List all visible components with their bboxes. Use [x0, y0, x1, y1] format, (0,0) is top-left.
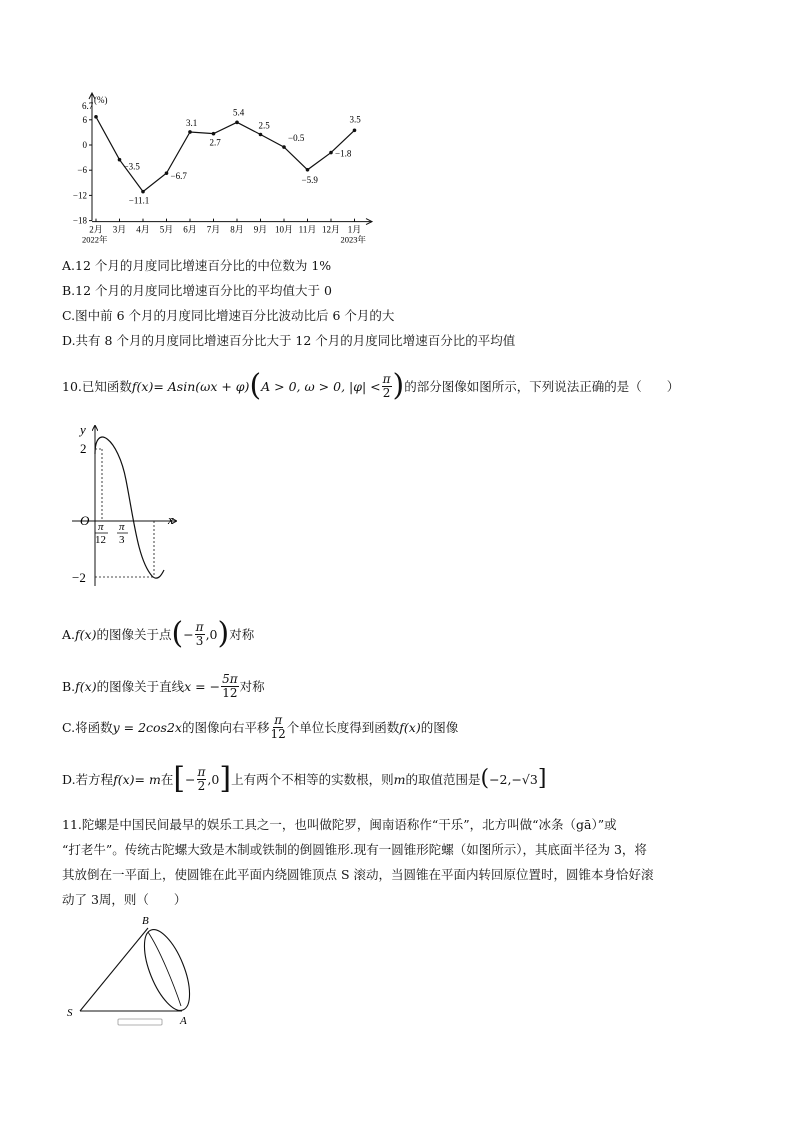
chart-point — [141, 190, 145, 194]
chart-point — [329, 151, 333, 155]
chart-x-tick-label: 1月 — [347, 224, 362, 235]
q10-paren-open: ( — [249, 368, 262, 403]
chart-data-label: −3.5 — [123, 161, 140, 172]
chart-point — [235, 121, 239, 125]
chart-y-tick-label: −18 — [72, 215, 87, 226]
q10-cond: A > 0, ω > 0, |φ| < — [261, 378, 381, 394]
q10-a-end: 对称 — [229, 627, 255, 642]
chart-data-label: 6.7 — [82, 100, 94, 111]
chart-y-unit: (%) — [94, 95, 108, 105]
label-a: A — [180, 1015, 187, 1027]
q10-d-pre: D.若方程 — [62, 772, 114, 787]
chart-x-tick-label: 8月 — [230, 224, 244, 235]
q10-b-frac-num: 5π — [222, 671, 238, 686]
q10-c-end: 的图像 — [420, 720, 459, 735]
q10-c-fx: f(x) — [399, 719, 421, 735]
q10-c-frac-den: 12 — [270, 726, 286, 741]
tick-pi12-num: π — [98, 521, 104, 533]
y-max-label: 2 — [80, 441, 87, 456]
q11-line-1: 11.陀螺是中国民间最早的娱乐工具之一，也叫做陀罗，闽南语称作“干乐”，北方叫做“冰条（gā）”或 — [62, 817, 617, 832]
q9-option-d: D.共有 8 个月的月度同比增速百分比大于 12 个月的月度同比增速百分比的平均值 — [62, 333, 516, 348]
chart-point — [118, 158, 122, 162]
q10-a-mid: 的图像关于点 — [96, 627, 172, 642]
q10-d-frac-den: 2 — [197, 778, 206, 793]
q10-d-frac — [197, 766, 207, 793]
q10-c-frac — [271, 714, 286, 741]
q10-b-frac — [221, 673, 239, 700]
q10-d-range-close: ] — [537, 766, 547, 791]
chart-data-label: −5.9 — [301, 174, 318, 185]
chart-data-label: −0.5 — [288, 133, 305, 144]
chart-year-end: 2023年 — [340, 234, 367, 245]
q10-d-mid2: 的取值范围是 — [405, 772, 481, 787]
chart-data-label: 3.5 — [349, 114, 361, 125]
q10-a-neg: − — [183, 626, 194, 642]
q10-c-mid2: 个单位长度得到函数 — [286, 720, 400, 735]
q10-a-frac — [195, 621, 205, 648]
q10-a-tail: ,0 — [205, 626, 218, 642]
q10-b-eq: x = − — [184, 678, 221, 694]
chart-point — [212, 132, 216, 136]
q10-option-a — [62, 616, 254, 652]
q10-option-b — [62, 668, 265, 704]
q10-b-fx: f(x) — [75, 678, 97, 694]
q10-frac-den: 2 — [382, 385, 391, 400]
q10-d-frac-num: π — [197, 764, 206, 779]
chart-point — [188, 130, 192, 134]
chart-x-tick-label: 2月 — [89, 224, 103, 235]
q10-c-mid: 的图像向右平移 — [181, 720, 270, 735]
chart-x-tick-label: 4月 — [136, 224, 150, 235]
q9-option-b: B.12 个月的月度同比增速百分比的平均值大于 0 — [62, 283, 332, 298]
growth-line-chart — [70, 90, 390, 250]
chart-data-label: 2.7 — [209, 137, 221, 148]
q10-d-fx: f(x) — [113, 771, 135, 787]
q10-d-tail: ,0 — [207, 771, 220, 787]
chart-x-tick-label: 7月 — [206, 224, 221, 235]
chart-y-tick-label: 6 — [82, 114, 87, 125]
chart-x-tick-label: 11月 — [298, 224, 317, 235]
q10-a-frac-den: 3 — [195, 633, 204, 648]
q10-d-range-open: ( — [480, 766, 490, 791]
q10-d-in: 在 — [160, 772, 174, 787]
chart-data-label: −11.1 — [128, 195, 150, 206]
q11-line-2: “打老牛”。传统古陀螺大致是木制或铁制的倒圆锥形.现有一圆锥形陀螺（如图所示），其底面半径为 3，将 — [62, 842, 647, 857]
q10-c-pre: C.将函数 — [62, 720, 113, 735]
q9-option-c: C.图中前 6 个月的月度同比增速百分比波动比后 6 个月的大 — [62, 308, 395, 323]
q11-line-4: 动了 3周，则（ ） — [62, 892, 187, 907]
q10-paren-close: ) — [392, 368, 405, 403]
q10-fx: f(x) — [131, 378, 154, 394]
cone-edge-sb — [80, 928, 148, 1011]
q10-option-c — [62, 709, 458, 745]
tick-pi3-num: π — [119, 521, 125, 533]
q10-frac-num: π — [382, 371, 391, 386]
q10-d-bracket-close: ] — [219, 761, 232, 796]
y-label: y — [80, 422, 86, 437]
chart-y-tick-label: −6 — [77, 165, 87, 176]
chart-point — [306, 168, 310, 172]
q10-d-mid: 上有两个不相等的实数根，则 — [231, 772, 394, 787]
q10-stem — [62, 366, 679, 406]
chart-data-label: 3.1 — [186, 117, 198, 128]
q10-a-paren-open: ( — [171, 616, 184, 651]
q10-b-frac-den: 12 — [222, 685, 238, 700]
cone-base-inner — [148, 932, 181, 1006]
q11-line-3: 其放倒在一平面上，使圆锥在此平面内绕圆锥顶点 S 滚动，当圆锥在平面内转回原位置时，圆锥本身恰好滚 — [62, 867, 654, 882]
q10-d-neg: − — [185, 771, 196, 787]
sine-graph — [68, 420, 188, 592]
q10-b-pre: B. — [62, 678, 76, 694]
q9-option-a: A.12 个月的月度同比增速百分比的中位数为 1% — [62, 258, 332, 273]
chart-x-tick-label: 5月 — [159, 224, 174, 235]
q10-a-fx: f(x) — [75, 626, 97, 642]
q10-stem-prefix: 10.已知函数 — [62, 379, 132, 394]
q10-stem-suffix: 的部分图像如图所示，下列说法正确的是（ ） — [404, 379, 680, 394]
chart-data-label: −6.7 — [170, 171, 187, 182]
label-s: S — [67, 1007, 73, 1019]
chart-x-tick-label: 9月 — [253, 224, 268, 235]
q10-frac-pi-2 — [382, 373, 392, 400]
q10-a-frac-num: π — [195, 619, 204, 634]
smudge-mark — [118, 1019, 162, 1025]
q10-option-d — [62, 760, 546, 798]
chart-x-tick-label: 6月 — [183, 224, 197, 235]
chart-data-label: 5.4 — [233, 107, 245, 118]
x-label: x — [168, 512, 174, 527]
cone-figure — [62, 910, 202, 1030]
chart-y-tick-label: 0 — [82, 140, 87, 150]
q10-d-range: −2,−√3 — [489, 771, 538, 787]
origin-label: O — [80, 513, 90, 528]
q10-eq: = Asin(ωx + φ) — [153, 378, 250, 394]
chart-data-label: −1.8 — [335, 148, 352, 159]
chart-x-tick-label: 3月 — [112, 224, 127, 235]
chart-point — [282, 145, 286, 149]
q10-a-paren-close: ) — [217, 616, 230, 651]
q10-d-eq: = m — [134, 771, 161, 787]
label-b: B — [142, 915, 149, 927]
chart-point — [259, 133, 263, 137]
q10-b-end: 对称 — [239, 679, 265, 694]
chart-y-tick-label: −12 — [72, 190, 87, 201]
chart-x-tick-label: 10月 — [274, 224, 294, 235]
q10-b-mid: 的图像关于直线 — [96, 679, 185, 694]
chart-year-start: 2022年 — [82, 234, 108, 245]
sine-curve — [95, 437, 164, 578]
q10-d-bracket-open: [ — [173, 761, 186, 796]
tick-pi3-den: 3 — [119, 534, 125, 546]
tick-pi12-den: 12 — [95, 534, 106, 546]
q10-c-func: y = 2cos2x — [112, 719, 182, 735]
chart-point — [353, 129, 357, 133]
q10-d-m: m — [393, 771, 406, 787]
q10-c-frac-num: π — [274, 712, 283, 727]
y-min-label: −2 — [72, 570, 86, 585]
chart-point — [94, 115, 98, 119]
chart-point — [165, 171, 169, 175]
chart-x-tick-label: 12月 — [321, 224, 341, 235]
chart-data-label: 2.5 — [258, 120, 270, 131]
q10-a-pre: A. — [62, 626, 76, 642]
